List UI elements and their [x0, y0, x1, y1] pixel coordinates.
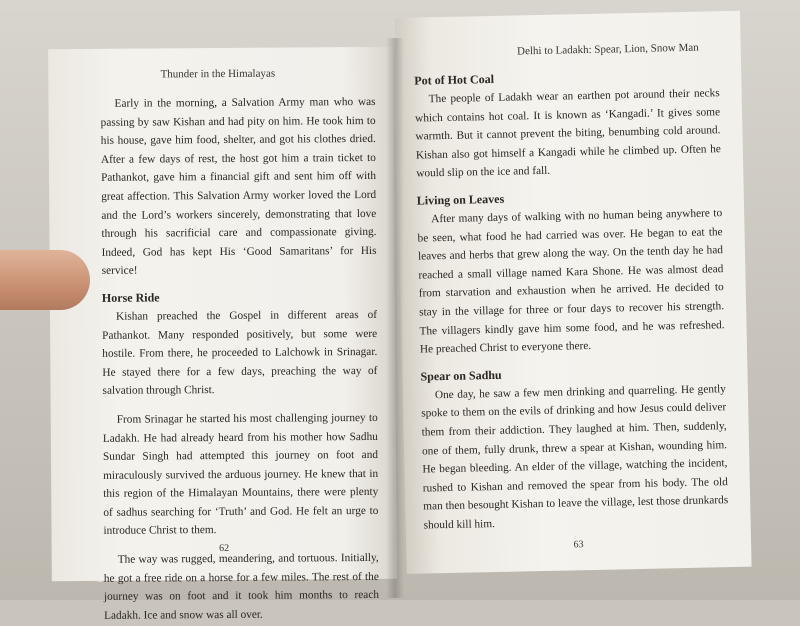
right-running-head: Delhi to Ladakh: Spear, Lion, Snow Man	[516, 41, 699, 58]
open-book	[50, 18, 750, 622]
right-page-body	[414, 67, 729, 535]
book-gutter	[386, 38, 404, 598]
section-heading: Pot of Hot Coal	[414, 71, 495, 88]
section-heading: Spear on Sadhu	[420, 367, 502, 384]
paragraph: Kishan preached the Gospel in different areas of Pathankot. Many responded positively, but some were hostile. From there, he proceeded to Lalchowk in Srinagar. He stayed there for a few days, preaching the way of salvation through Christ.	[102, 308, 378, 398]
paragraph: After many days of walking with no human being anywhere to be seen, what food he had carried was over. He began to eat the leaves and herbs that grew along the way. On the tenth day he had reached a small village named Kara Shone. He was almost dead from starvation and exhaustion when he arrived. He decided to stay in the village for three or four days to recover his strength. The villagers kindly gave him some food, and he was refreshed. He preached Christ to everyone there.	[417, 207, 725, 356]
paragraph: From Srinagar he started his most challenging journey to Ladakh. He had already heard from his mother how Sadhu Sundar Singh had attempted this journey on foot and miraculously survived the arduous journey. He knew that in this region of the Himalayan Mountains, there were plenty of sadhus searching for ‘Truth’ and God. He felt an urge to introduce Christ to them.	[102, 411, 379, 538]
left-page-number: 62	[219, 542, 230, 555]
paragraph: Early in the morning, a Salvation Army man who was passing by saw Kishan and had pity on him. He took him to his house, gave him food, shelter, and got his clothes dried. After a few days of rest, the host got him a train ticket to Pathankot, gave him a financial gift and sent him off with great affection. This Salvation Army worker loved the Lord and the Lord’s workers sincerely, demonstrating that love through his sacrificial care and compassionate giving. Indeed, God has kept His ‘Good Samaritans’ for His service!	[100, 95, 377, 278]
paragraph: The way was rugged, meandering, and tortuous. Initially, he got a free ride on a horse for a few miles. The rest of the journey was on foot and it took him months to reach Ladakh. Ice and snow was all over.	[103, 551, 380, 622]
section-heading: Living on Leaves	[416, 191, 505, 208]
section-heading: Horse Ride	[101, 290, 160, 305]
paragraph: The people of Ladakh wear an earthen pot around their necks which contains hot coal. It is known as ‘Kangadi.’ It gives some warmth. But it cannot prevent the biting, benumbing cold around. Kishan also got himself a Kangadi while he climbed up. Often he would slip on the ice and fall.	[414, 87, 721, 180]
left-running-head: Thunder in the Himalayas	[160, 67, 276, 81]
left-page	[48, 47, 397, 622]
paragraph: One day, he saw a few men drinking and quarreling. He gently spoke to them on the evils of drinking and how Jesus could deliver them from their addiction. They laughed at him. Then, suddenly, one of them, fully drunk, threw a spear at Kishan, wounding him. He began bleeding. An elder of the village, watching the incident, rushed to Kishan and removed the spear from his body. The old man then besought Kishan to leave the village, lest those drunkards should kill him.	[421, 382, 729, 532]
right-page	[395, 11, 752, 574]
right-page-number: 63	[573, 539, 584, 551]
holding-thumb	[0, 250, 90, 310]
